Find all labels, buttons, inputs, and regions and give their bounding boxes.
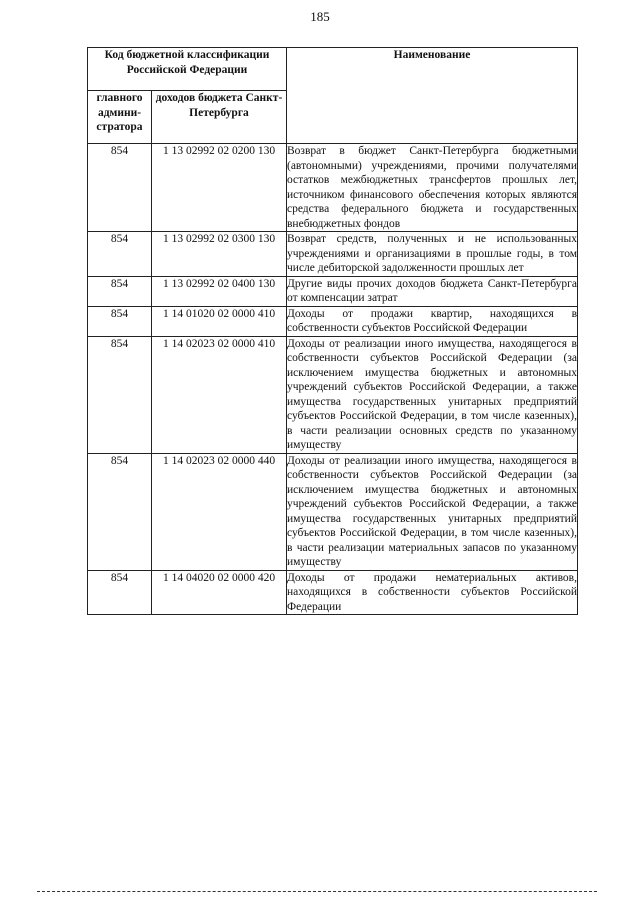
table-row (88, 276, 578, 306)
income-code-cell: 1 14 02023 02 0000 440 (152, 453, 287, 570)
admin-code-cell: 854 (88, 232, 152, 277)
header-admin: главного админи-стратора (88, 91, 152, 144)
income-name-cell: Другие виды прочих доходов бюджета Санкт-Петербурга от компенсации затрат (287, 277, 577, 304)
admin-code-cell: 854 (88, 306, 152, 336)
table-row (88, 570, 578, 615)
income-code-cell: 1 14 04020 02 0000 420 (152, 570, 287, 615)
page-number: 185 (310, 9, 330, 24)
admin-code-cell: 854 (88, 144, 152, 232)
income-name-cell: Доходы от реализации иного имущества, находящегося в собственности субъектов Российской Федерации (за исключением имущества бюджетных и автономных учреждений субъектов Российской Федерации, а также имущества государственных унитарных предприятий субъектов Российской Федерации, в том числе казенных), в части реализации основных средств по указанному имуществу (287, 337, 577, 451)
admin-code-cell: 854 (88, 276, 152, 306)
income-name-cell: Доходы от продажи нематериальных активов, находящихся в собственности субъектов Российской Федерации (287, 571, 577, 613)
income-code-cell: 1 14 01020 02 0000 410 (152, 306, 287, 336)
table-row (88, 336, 578, 453)
income-name-cell: Доходы от продажи квартир, находящихся в собственности субъектов Российской Федерации (287, 307, 577, 334)
header-classification-code: Код бюджетной классификации Российской Федерации (88, 48, 287, 91)
table-row (88, 453, 578, 570)
table-row (88, 144, 578, 232)
footer-divider (37, 891, 597, 892)
header-row-main (88, 48, 578, 91)
income-code-cell: 1 14 02023 02 0000 410 (152, 336, 287, 453)
income-code-cell: 1 13 02992 02 0200 130 (152, 144, 287, 232)
table-row (88, 232, 578, 277)
income-code-cell: 1 13 02992 02 0300 130 (152, 232, 287, 277)
header-income: доходов бюджета Санкт-Петербурга (152, 91, 287, 144)
income-code-cell: 1 13 02992 02 0400 130 (152, 276, 287, 306)
income-name-cell: Доходы от реализации иного имущества, находящегося в собственности субъектов Российской Федерации (за исключением имущества бюджетных и автономных учреждений субъектов Российской Федерации, а также имущества государственных унитарных предприятий субъектов Российской Федерации, в том числе казенных), в части реализации материальных запасов по указанному имуществу (287, 454, 577, 568)
header-name: Наименование (287, 48, 578, 144)
admin-code-cell: 854 (88, 453, 152, 570)
table-row (88, 306, 578, 336)
income-name-cell: Возврат средств, полученных и не использованных учреждениями и организациями в прошлые годы, в том числе дебиторской задолженности прошлых лет (287, 233, 577, 274)
budget-classification-table (87, 47, 578, 615)
admin-code-cell: 854 (88, 570, 152, 615)
admin-code-cell: 854 (88, 336, 152, 453)
income-name-cell: Возврат в бюджет Санкт-Петербурга бюджетными (автономными) учреждениями, прочими получателями остатков межбюджетных трансфертов прошлых лет, источником финансового обеспечения которых являются средства федерального бюджета и государственных внебюджетных фондов (287, 145, 577, 230)
